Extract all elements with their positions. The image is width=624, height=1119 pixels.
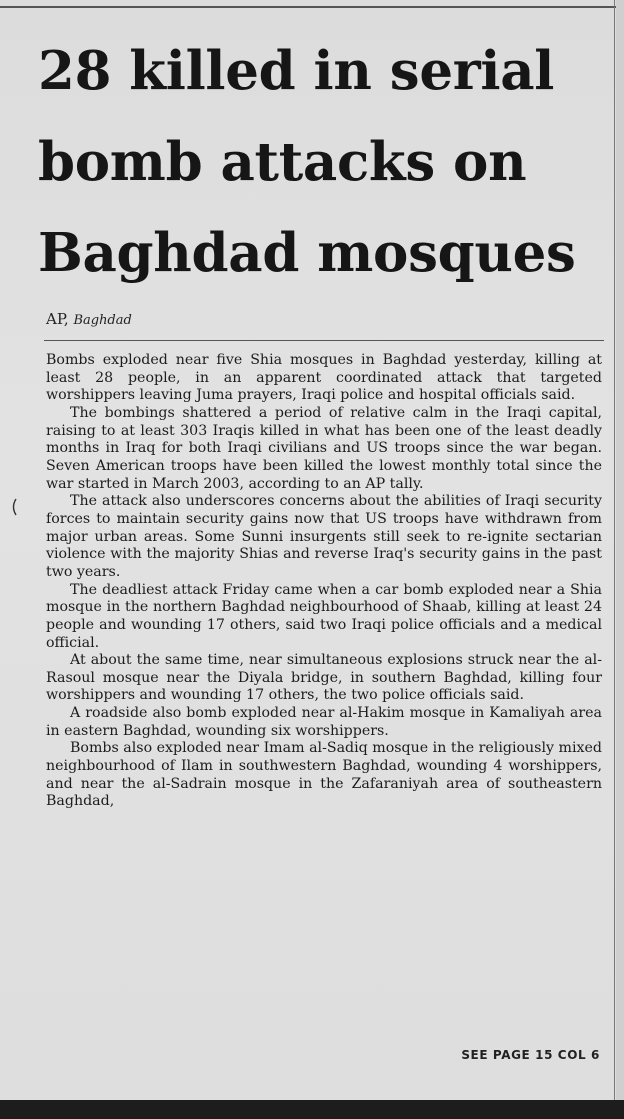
paragraph-5: At about the same time, near simultaneous explosions struck near the al-Rasoul mosque near the Diyala bridge, in southern Baghdad, killing four worshippers and wounding 17 others, the two police officials said. [46, 652, 602, 704]
paragraph-6: A roadside also bomb exploded near al-Hakim mosque in Kamaliyah area in eastern Baghdad, wounding six worshippers. [46, 705, 602, 739]
margin-mark-icon [10, 498, 18, 516]
continuation-note: SEE PAGE 15 COL 6 [461, 1048, 600, 1062]
paragraph-4: The deadliest attack Friday came when a car bomb exploded near a Shia mosque in the northern Baghdad neighbourhood of Shaab, killing at least 24 people and wounding 17 others, said two Iraqi police officials and a medical official. [46, 581, 602, 651]
headline-line-3: Baghdad mosques [38, 222, 576, 284]
byline [46, 310, 132, 328]
headline-line-1: 28 killed in serial [38, 40, 555, 102]
article-body [46, 352, 602, 811]
headline-line-2: bomb attacks on [38, 131, 527, 193]
byline-rule [44, 340, 604, 341]
paragraph-2: The bombings shattered a period of relative calm in the Iraqi capital, raising to at least 303 Iraqis killed in what has been one of the least deadly months in Iraq for both Iraqi civilians and US troops since the war began. Seven American troops have been killed the lowest monthly total since the war started in March 2003, according to an AP tally. [46, 404, 602, 492]
paragraph-7: Bombs also exploded near Imam al-Sadiq mosque in the religiously mixed neighbourhood of Ilam in southwestern Baghdad, wounding 4 worshippers, and near the al-Sadrain mosque in the Zafaraniyah area of southeastern Baghdad, [46, 740, 602, 810]
top-rule [0, 6, 624, 8]
headline [38, 26, 616, 299]
background-surface [0, 1100, 624, 1119]
paragraph-1: Bombs exploded near five Shia mosques in Baghdad yesterday, killing at least 28 people, in an apparent coordinated attack that targeted worshippers leaving Juma prayers, Iraqi police and hospital officials said. [46, 352, 602, 404]
adjacent-column-edge [616, 0, 624, 1100]
byline-agency: AP, [46, 310, 69, 328]
byline-place: Baghdad [73, 313, 132, 328]
paragraph-3: The attack also underscores concerns about the abilities of Iraqi security forces to maintain security gains now that US troops have withdrawn from major urban areas. Some Sunni insurgents still seek to re-ignite sectarian violence with the majority Shias and reverse Iraq's security gains in the past two years. [46, 493, 602, 580]
